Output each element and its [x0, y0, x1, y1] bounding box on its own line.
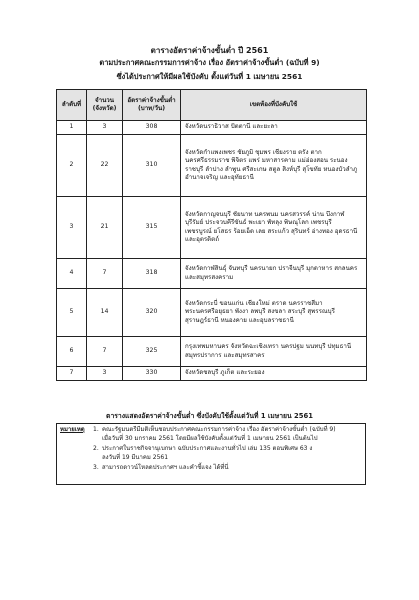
cell-order: 1: [57, 121, 87, 135]
minimum-wage-table: [56, 89, 367, 381]
cell-areas: [181, 367, 367, 381]
cell-areas: [181, 121, 367, 135]
areas-line: พระนครศรีอยุธยา พังงา ลพบุรี สงขลา สระบุรี สุพรรณบุรี: [185, 308, 335, 316]
cell-rate: 310: [123, 135, 181, 197]
note-item: [93, 426, 363, 443]
cell-order: 2: [57, 135, 87, 197]
areas-line: จังหวัดนราธิวาส ปัตตานี และยะลา: [185, 123, 278, 131]
areas-line: และอุตรดิตถ์: [185, 235, 219, 243]
table-caption: ตารางแสดงอัตราค่าจ้างขั้นต่ำ ซึ่งบังคับใช้ตั้งแต่วันที่ 1 เมษายน 2561: [106, 412, 313, 420]
notes-label: หมายเหตุ: [60, 426, 85, 433]
areas-line: จังหวัดกระบี่ ขอนแก่น เชียงใหม่ ตราด นครราชสีมา: [185, 300, 323, 308]
cell-count: 7: [87, 337, 123, 367]
areas-line: สุราษฎร์ธานี หนองคาย และอุบลราชธานี: [185, 316, 294, 324]
cell-rate: 308: [123, 121, 181, 135]
header-wage-rate: [123, 90, 181, 121]
cell-count: 3: [87, 121, 123, 135]
header-rate-line1: อัตราค่าจ้างขั้นต่ำ: [127, 97, 176, 105]
areas-line: บุรีรัมย์ ประจวบคีรีขันธ์ พะเยา พัทลุง พิษณุโลก เพชรบุรี: [185, 219, 332, 227]
table-header-row: [57, 90, 367, 121]
areas-line: จังหวัดกำแพงเพชร ชัยภูมิ ชุมพร เชียงราย ตรัง ตาก: [185, 149, 322, 157]
table-row: [57, 337, 367, 367]
header-count-line1: จำนวน: [94, 97, 115, 105]
cell-order: 7: [57, 367, 87, 381]
download-link[interactable]: สามารถดาวน์โหลดประกาศฯ และคำชี้แจง ได้ที่นี่: [102, 464, 229, 472]
table-row: [57, 259, 367, 289]
table-row: [57, 367, 367, 381]
notes-box: [56, 423, 366, 485]
header-rate-line2: (บาท/วัน): [137, 105, 166, 112]
cell-areas: [181, 135, 367, 197]
cell-count: 7: [87, 259, 123, 289]
areas-line: จังหวัดกาญจนบุรี ชัยนาท นครพนม นครสวรรค์ น่าน บึงกาฬ: [185, 211, 345, 219]
cell-order: 6: [57, 337, 87, 367]
header-order: ลำดับที่: [57, 90, 87, 121]
note-text: ประกาศในราชกิจจานุเบกษา ฉบับประกาศและงานทั่วไป เล่ม 135 ตอนพิเศษ 63 ง: [102, 445, 313, 453]
note-number: 3.: [93, 464, 99, 472]
areas-line: กรุงเทพมหานคร จังหวัดฉะเชิงเทรา นครปฐม นนทบุรี ปทุมธานี: [185, 343, 352, 351]
note-item: [93, 445, 363, 462]
header-count-line2: (จังหวัด): [92, 105, 117, 112]
note-number: 1.: [93, 426, 99, 433]
cell-order: 4: [57, 259, 87, 289]
cell-rate: 320: [123, 289, 181, 337]
cell-count: 21: [87, 197, 123, 259]
table-row: [57, 121, 367, 135]
notes-list: [93, 426, 363, 475]
areas-line: ราชบุรี ลำปาง ลำพูน ศรีสะเกษ สตูล สิงห์บุรี สุโขทัย หนองบัวลำภู: [185, 165, 358, 173]
effective-date-line: ซึ่งได้ประกาศให้มีผลใช้บังคับ ตั้งแต่วันที่ 1 เมษายน 2561: [116, 72, 303, 81]
note-text-continued: ลงวันที่ 19 มีนาคม 2561: [102, 453, 169, 461]
cell-order: 3: [57, 197, 87, 259]
areas-line: จังหวัดชลบุรี ภูเก็ต และระยอง: [185, 369, 265, 377]
areas-line: สมุทรปราการ และสมุทรสาคร: [185, 351, 265, 359]
note-item[interactable]: [93, 464, 363, 473]
note-text-continued: เมื่อวันที่ 30 มกราคม 2561 โดยมีผลใช้บังคับตั้งแต่วันที่ 1 เมษายน 2561 เป็นต้นไป: [102, 434, 318, 442]
cell-rate: 330: [123, 367, 181, 381]
note-number: 2.: [93, 445, 99, 453]
note-text: คณะรัฐมนตรีมีมติเห็นชอบประกาศคณะกรรมการค่าจ้าง เรื่อง อัตราค่าจ้างขั้นต่ำ (ฉบับที่ 9): [102, 426, 336, 433]
table-row: [57, 135, 367, 197]
cell-count: 3: [87, 367, 123, 381]
cell-order: 5: [57, 289, 87, 337]
cell-rate: 318: [123, 259, 181, 289]
header-areas: เขตท้องที่บังคับใช้: [181, 90, 367, 121]
cell-areas: [181, 289, 367, 337]
table-row: [57, 197, 367, 259]
cell-rate: 315: [123, 197, 181, 259]
areas-line: อำนาจเจริญ และอุทัยธานี: [185, 173, 254, 181]
cell-count: 22: [87, 135, 123, 197]
header-province-count: [87, 90, 123, 121]
document-subtitle: ตามประกาศคณะกรรมการค่าจ้าง เรื่อง อัตราค่าจ้างขั้นต่ำ (ฉบับที่ 9): [99, 58, 320, 67]
areas-line: เพชรบูรณ์ ยโสธร ร้อยเอ็ด เลย สระแก้ว สุรินทร์ อ่างทอง อุดรธานี: [185, 227, 358, 235]
cell-rate: 325: [123, 337, 181, 367]
areas-line: จังหวัดกาฬสินธุ์ จันทบุรี นครนายก ปราจีนบุรี มุกดาหาร สกลนคร: [185, 265, 358, 273]
cell-areas: [181, 197, 367, 259]
cell-areas: [181, 259, 367, 289]
areas-line: นครศรีธรรมราช พิจิตร แพร่ มหาสารคาม แม่ฮ่องสอน ระนอง: [185, 157, 348, 165]
table-row: [57, 289, 367, 337]
cell-count: 14: [87, 289, 123, 337]
areas-line: และสมุทรสงคราม: [185, 273, 234, 281]
document-title: ตารางอัตราค่าจ้างขั้นต่ำ ปี 2561: [150, 46, 269, 55]
cell-areas: [181, 337, 367, 367]
